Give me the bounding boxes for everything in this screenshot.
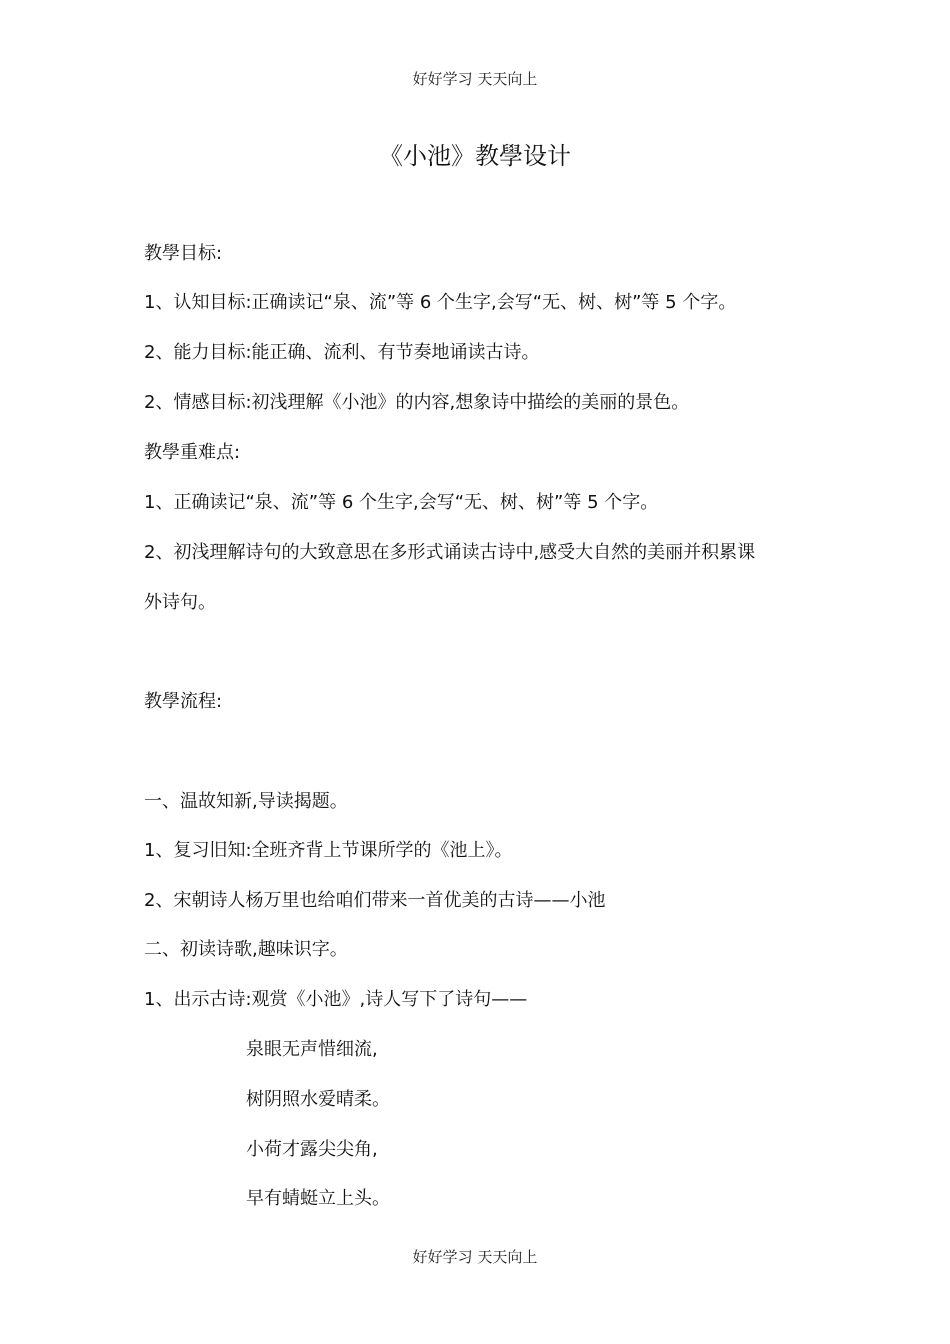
objective-item: 2、情感目标:初浅理解《小池》的内容,想象诗中描绘的美丽的景色。: [144, 392, 690, 413]
process-item: 2、宋朝诗人杨万里也给咱们带来一首优美的古诗——小池: [144, 890, 606, 911]
process-heading: 教學流程:: [144, 691, 223, 712]
page-header: 好好学习 天天向上: [412, 70, 538, 88]
difficulty-item-continued: 外诗句。: [144, 592, 216, 613]
process-item: 二、初读诗歌,趣味识字。: [144, 939, 348, 960]
process-item: 一、温故知新,导读揭题。: [144, 791, 348, 812]
objectives-heading: 教學目标:: [144, 243, 223, 264]
poem-line: 早有蜻蜓立上头。: [246, 1188, 390, 1209]
objective-item: 1、认知目标:正确读记“泉、流”等 6 个生字,会写“无、树、树”等 5 个字。: [144, 292, 737, 313]
page-footer: 好好学习 天天向上: [412, 1248, 538, 1266]
process-item: 1、复习旧知:全班齐背上节课所学的《池上》。: [144, 840, 513, 861]
poem-line: 小荷才露尖尖角,: [246, 1139, 378, 1160]
poem-line: 树阴照水爱晴柔。: [246, 1089, 390, 1110]
difficulty-item: 2、初浅理解诗句的大致意思在多形式诵读古诗中,感受大自然的美丽并积累课: [144, 542, 756, 563]
process-item: 1、出示古诗:观赏《小池》,诗人写下了诗句——: [144, 989, 528, 1010]
poem-line: 泉眼无声惜细流,: [246, 1039, 378, 1060]
document-title: 《小池》教學设计: [379, 142, 571, 170]
difficulties-heading: 教學重难点:: [144, 442, 241, 463]
objective-item: 2、能力目标:能正确、流利、有节奏地诵读古诗。: [144, 342, 540, 363]
difficulty-item: 1、正确读记“泉、流”等 6 个生字,会写“无、树、树”等 5 个字。: [144, 492, 659, 513]
